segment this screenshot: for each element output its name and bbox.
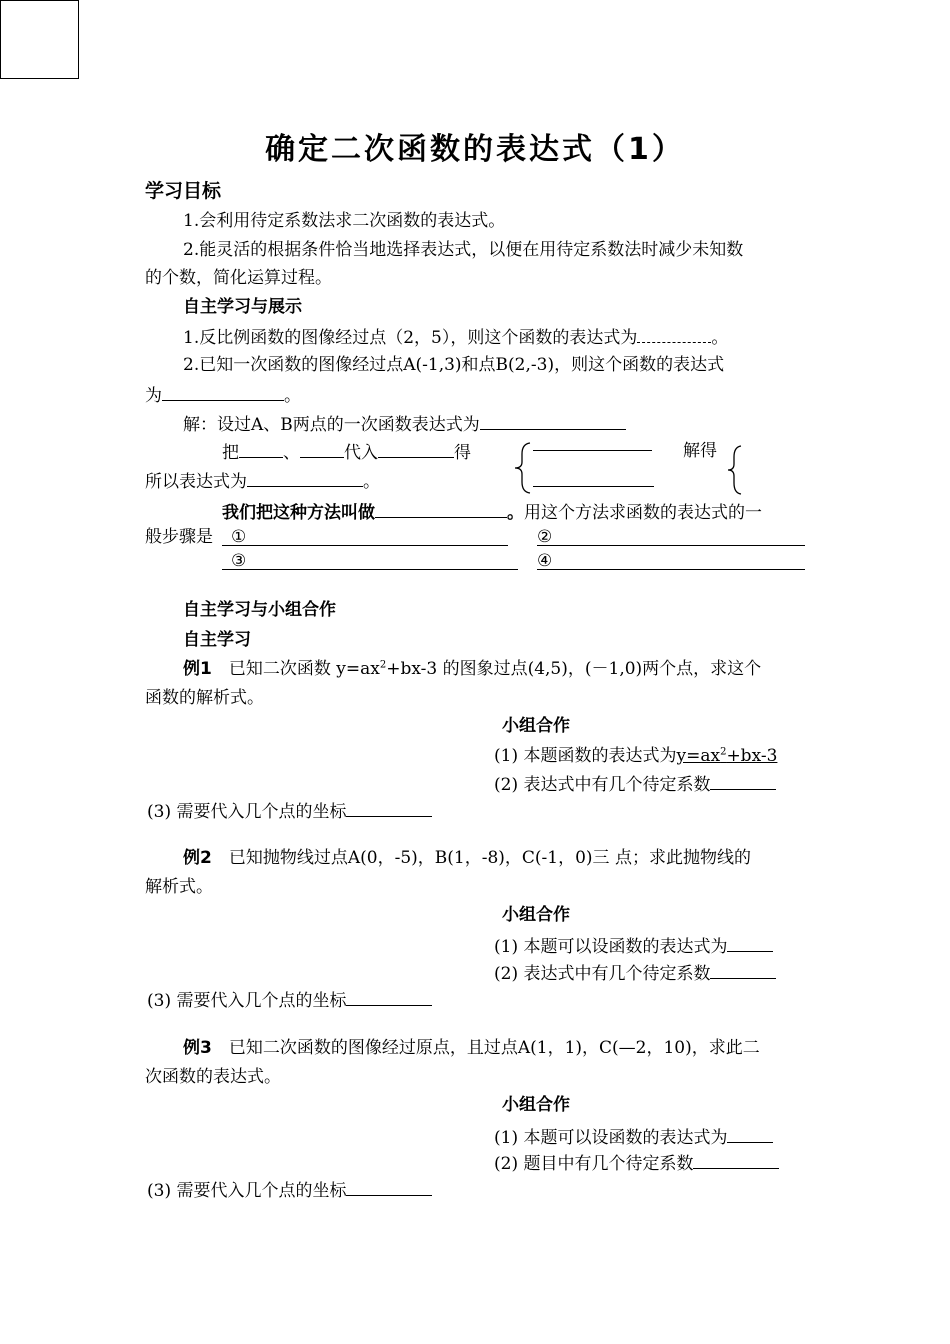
left-brace-system-icon (512, 442, 534, 494)
goal-1: 1.会利用待定系数法求二次函数的表达式。 (183, 211, 506, 231)
example-1-group-q2-blank[interactable] (710, 773, 776, 790)
method-rest: 用这个方法求函数的表达式的一 (524, 503, 762, 523)
example-1-group-q3-text: (3) 需要代入几个点的坐标 (147, 802, 347, 822)
corner-box (0, 0, 79, 79)
example-1-group-q2 (494, 773, 776, 795)
solution-line-3 (145, 470, 380, 492)
goal-2-line-1: 2.能灵活的根据条件恰当地选择表达式，以便在用待定系数法时减少未知数 (183, 240, 744, 260)
step-3-marker: ③ (231, 551, 247, 571)
example-3-group-q2-blank[interactable] (693, 1152, 779, 1169)
solution-dairu: 代入 (344, 443, 378, 463)
solution-end: 。 (363, 472, 380, 492)
question-1-text: 1.反比例函数的图像经过点（2，5），则这个函数的表达式为 (183, 328, 638, 348)
example-2-group-q3-blank[interactable] (346, 989, 432, 1006)
step-4-blank[interactable] (537, 569, 805, 570)
example-3-group-q1 (494, 1126, 773, 1148)
question-2-end: 。 (284, 386, 301, 406)
step-2-marker: ② (537, 527, 553, 547)
example-2-group-q2-blank[interactable] (710, 962, 776, 979)
left-brace-solution-icon (725, 445, 745, 495)
example-1-line-1 (183, 659, 761, 679)
solution-point-blank-1[interactable] (239, 441, 283, 458)
example-3-group-q2-text: (2) 题目中有几个待定系数 (494, 1154, 694, 1174)
example-1-group-q1-text: (1) 本题函数的表达式为 (494, 746, 677, 766)
example-1-expr-a: y=ax (676, 746, 721, 766)
example-1-group-q2-text: (2) 表达式中有几个待定系数 (494, 775, 711, 795)
section-heading-goals: 学习目标 (145, 180, 222, 202)
example-1-sup: 2 (379, 659, 387, 671)
solution-expression-blank[interactable] (480, 413, 626, 430)
solution-point-blank-2[interactable] (300, 441, 344, 458)
example-2-line-1 (183, 848, 751, 868)
example-1-group-q1 (494, 746, 777, 766)
solution-ba: 把 (222, 443, 239, 463)
section-heading-self-study: 自主学习与展示 (183, 297, 302, 317)
solution-suoyi: 所以表达式为 (145, 472, 247, 492)
example-2-group-q2-text: (2) 表达式中有几个待定系数 (494, 964, 711, 984)
example-3-group-label: 小组合作 (502, 1095, 570, 1115)
question-1 (183, 326, 728, 348)
system-equation-blank-1[interactable] (533, 450, 652, 451)
solution-substitute-blank[interactable] (378, 441, 454, 458)
example-1-group-q3 (147, 800, 432, 822)
question-2-line-2 (145, 384, 301, 406)
section-heading-group: 自主学习与小组合作 (183, 600, 336, 620)
example-3-line-1 (183, 1038, 760, 1058)
example-2-group-q1-blank[interactable] (727, 935, 773, 952)
question-2-blank[interactable] (162, 384, 284, 401)
example-1-expr-b: +bx-3 (726, 746, 778, 766)
example-1-text-b: +bx-3 的图象过点(4,5)，(－1,0)两个点，求这个 (386, 659, 762, 679)
example-3-group-q3-blank[interactable] (346, 1179, 432, 1196)
example-2-group-label: 小组合作 (502, 905, 570, 925)
example-1-group-label: 小组合作 (502, 716, 570, 736)
example-3-group-q2 (494, 1152, 779, 1174)
page-title: 确定二次函数的表达式（1） (265, 132, 685, 167)
example-1-group-q3-blank[interactable] (346, 800, 432, 817)
step-2-blank[interactable] (537, 545, 805, 546)
method-name-blank[interactable] (375, 501, 507, 518)
method-line (222, 501, 762, 523)
solution-dun: 、 (283, 443, 300, 463)
step-1-blank[interactable] (222, 545, 508, 546)
example-2-group-q1-text: (1) 本题可以设函数的表达式为 (494, 937, 728, 957)
example-3-text: 已知二次函数的图像经过原点，且过点A(1，1)，C(—2，10)，求此二 (228, 1038, 760, 1058)
example-1-group-q1-expr (676, 746, 777, 766)
example-2-group-q2 (494, 962, 776, 984)
example-1-line-2: 函数的解析式。 (145, 688, 264, 708)
example-3-group-q3 (147, 1179, 432, 1201)
solution-final-blank[interactable] (247, 470, 363, 487)
solution-prefix: 解：设过A、B两点的一次函数表达式为 (183, 415, 480, 435)
question-1-end: 。 (711, 328, 729, 348)
example-3-group-q3-text: (3) 需要代入几个点的坐标 (147, 1181, 347, 1201)
example-1-text-a: 已知二次函数 y=ax (228, 659, 380, 679)
question-2-wei: 为 (145, 386, 162, 406)
solution-jiede: 解得 (683, 441, 717, 461)
example-2-text: 已知抛物线过点A(0，-5)，B(1，-8)，C(-1，0)三 点；求此抛物线的 (228, 848, 751, 868)
example-3-line-2: 次函数的表达式。 (145, 1067, 281, 1087)
example-1-expr-sup: 2 (720, 746, 727, 758)
solution-de: 得 (454, 443, 471, 463)
method-bold: 我们把这种方法叫做 (222, 503, 375, 523)
solution-line-1 (183, 413, 626, 435)
step-3-blank[interactable] (222, 569, 518, 570)
question-1-blank[interactable] (637, 326, 711, 343)
step-4-marker: ④ (537, 551, 553, 571)
example-2-label: 例2 (183, 848, 212, 868)
system-equation-blank-2[interactable] (533, 486, 654, 487)
example-3-group-q1-text: (1) 本题可以设函数的表达式为 (494, 1128, 728, 1148)
question-2-line-1: 2.已知一次函数的图像经过点A(-1,3)和点B(2,-3)，则这个函数的表达式 (183, 355, 725, 375)
steps-prefix: 般步骤是 (145, 527, 213, 547)
goal-2-line-2: 的个数，简化运算过程。 (145, 268, 332, 288)
subheading-self-study: 自主学习 (183, 630, 251, 650)
example-2-group-q3 (147, 989, 432, 1011)
example-2-group-q3-text: (3) 需要代入几个点的坐标 (147, 991, 347, 1011)
example-3-label: 例3 (183, 1038, 212, 1058)
example-2-group-q1 (494, 935, 773, 957)
step-1-marker: ① (231, 527, 247, 547)
solution-line-2 (222, 441, 471, 463)
example-1-label: 例1 (183, 659, 212, 679)
example-2-line-2: 解析式。 (145, 877, 213, 897)
method-dot: 。 (507, 503, 524, 523)
example-3-group-q1-blank[interactable] (727, 1126, 773, 1143)
